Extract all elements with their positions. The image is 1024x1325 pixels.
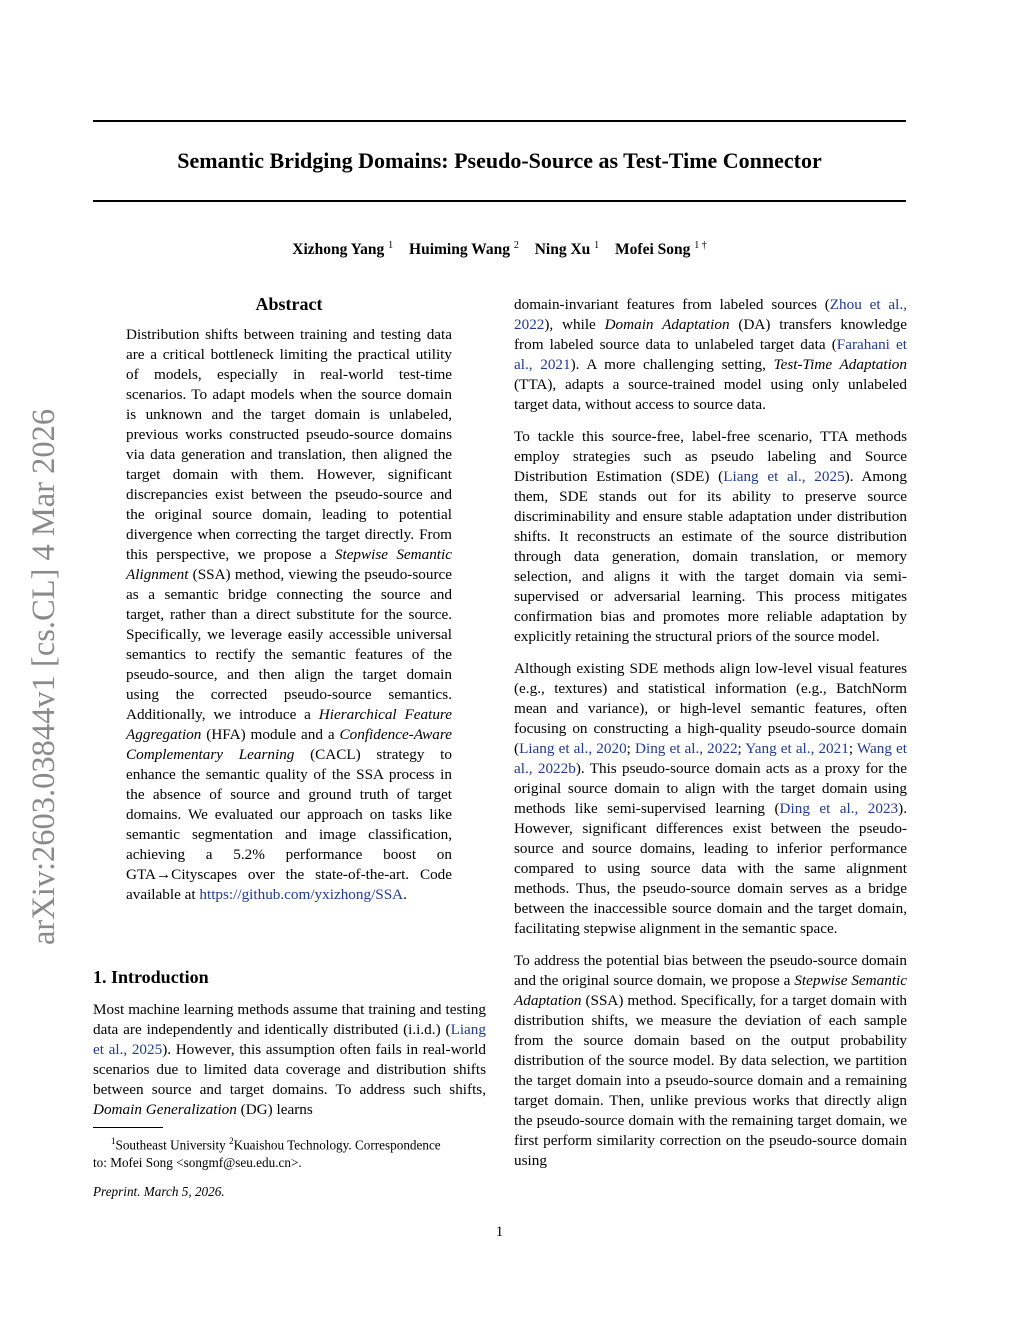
citation-link[interactable]: Wang et al., 2022b (514, 740, 907, 777)
citation-link[interactable]: Ding et al., 2023 (779, 800, 899, 817)
citation-link[interactable]: Yang et al., 2021 (745, 740, 849, 757)
author-list (93, 236, 906, 260)
code-link[interactable]: https://github.com/yxizhong/SSA (199, 886, 404, 903)
footnote-rule (93, 1127, 163, 1128)
paragraph: To address the potential bias between the pseudo-source domain and the original source domain, we propose a Stepwise Semantic Adaptation (SSA) method. Specifically, for a target domain with distribution shifts, we measure the deviation of each sample from the source domain based on the output probability distribution of the source model. By data selection, we partition the target domain into a pseudo-source domain and a remaining target domain. Then, unlike previous works that directly align the pseudo-source domain with the remaining target domain, we first perform similarity correction on the pseudo-source domain using (514, 952, 907, 1169)
author: Mofei Song $^{1 \dagger}$ (615, 240, 707, 259)
page-number: 1 (495, 1224, 504, 1240)
introduction-heading: 1. Introduction (93, 967, 209, 987)
paragraph: To tackle this source-free, label-free scenario, TTA methods employ strategies such as pseudo labeling and Source Distribution Estimation (SDE) (Liang et al., 2025). Among them, SDE stands out for its ability to preserve source discriminability and ensure stable adaptation under distribution shifts. It reconstructs an estimate of the source distribution through data generation, domain translation, or memory selection, and aligns it with the target domain via semi-supervised or adversarial learning. This process mitigates confirmation bias and promotes more reliable adaptation by explicitly retaining the structural priors of the source model. (514, 428, 907, 645)
author: Ning Xu $^1$ (534, 240, 600, 259)
affiliation-footnote: $^1$Southeast University $^2$Kuaishou Technology. Correspondence to: Mofei Song <songmf@seu.edu.cn>. (93, 1136, 441, 1171)
title-bottom-rule (93, 200, 906, 202)
paragraph: domain-invariant features from labeled sources (Zhou et al., 2022), while Domain Adaptation (DA) transfers knowledge from labeled source data to unlabeled target data (Farahani et al., 2021). A more challenging setting, Test-Time Adaptation (TTA), adapts a source-trained model using only unlabeled target data, without access to source data. (514, 296, 907, 413)
citation-link[interactable]: Ding et al., 2022 (635, 740, 738, 757)
author: Huiming Wang $^2$ (409, 240, 519, 259)
citation-link[interactable]: Liang et al., 2025 (723, 468, 845, 485)
abstract-heading: Abstract (255, 294, 323, 314)
paragraph: Although existing SDE methods align low-level visual features (e.g., textures) and statistical information (e.g., BatchNorm mean and variance), or high-level semantic features, often focusing on constructing a high-quality pseudo-source domain (Liang et al., 2020; Ding et al., 2022; Yang et al., 2021; Wang et al., 2022b). This pseudo-source domain acts as a proxy for the original source domain to align with the target domain using methods like semi-supervised learning (Ding et al., 2023). However, significant differences exist between the pseudo-source and source domains, leading to inferior performance compared to using source data with the same alignment methods. Thus, the pseudo-source domain serves as a bridge between the inaccessible source domain and the target domain, facilitating stepwise alignment in the semantic space. (514, 660, 908, 937)
paper-title: Semantic Bridging Domains: Pseudo-Source as Test-Time Connector (177, 148, 822, 173)
introduction-paragraph: Most machine learning methods assume that training and testing data are independently and identically distributed (i.i.d.) (Liang et al., 2025). However, this assumption often fails in real-world scenarios due to limited data coverage and distribution shifts between source and target domains. To address such shifts, Domain Generalization (DG) learns (93, 1001, 487, 1118)
right-column (514, 295, 907, 1183)
author: Xizhong Yang $^1$ (292, 240, 394, 259)
citation-link[interactable]: Zhou et al., 2022 (514, 296, 907, 333)
arxiv-identifier-stamp: arXiv:2603.03844v1 [cs.CL] 4 Mar 2026 (26, 408, 62, 945)
citation-link[interactable]: Liang et al., 2020 (519, 740, 627, 757)
abstract-body: Distribution shifts between training and testing data are a critical bottleneck limiting the practical utility of models, especially in real-world test-time scenarios. To adapt models when the source domain is unknown and the target domain is unlabeled, previous works constructed pseudo-source domains via data generation and translation, then aligned the target domain with them. However, significant discrepancies exist between the pseudo-source and the original source domain, leading to potential divergence when correcting the target directly. From this perspective, we propose a Stepwise Semantic Alignment (SSA) method, viewing the pseudo-source as a semantic bridge connecting the source and target, rather than a direct substitute for the source. Specifically, we leverage easily accessible universal semantics to rectify the semantic features of the pseudo-source, and then align the target domain using the corrected pseudo-source semantics. Additionally, we introduce a Hierarchical Feature Aggregation (HFA) module and a Confidence-Aware Complementary Learning (CACL) strategy to enhance the semantic quality of the SSA process in the absence of source and ground truth of target domains. We evaluated our approach on tasks like semantic segmentation and image classification, achieving a 5.2% performance boost on GTA→Cityscapes over the state-of-the-art. Code available at https://github.com/yxizhong/SSA. (126, 326, 453, 903)
top-rule (93, 120, 906, 122)
citation-link[interactable]: Farahani et al., 2021 (514, 336, 907, 373)
citation-link[interactable]: Liang et al., 2025 (93, 1021, 486, 1058)
preprint-date: Preprint. March 5, 2026. (93, 1184, 225, 1199)
